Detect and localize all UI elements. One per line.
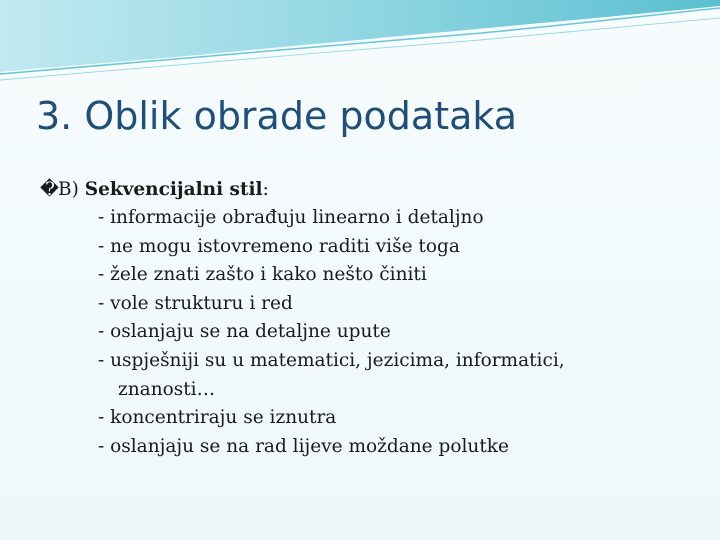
heading-bold-text: Sekvencijalni stil <box>84 179 263 200</box>
list-item: - koncentriraju se iznutra <box>98 407 337 429</box>
list-item: - vole strukturu i red <box>98 292 293 314</box>
sub-list <box>40 204 680 461</box>
list-item: - uspješniji su u matematici, jezicima, informatici, <box>98 349 565 371</box>
heading-prefix: B) <box>58 179 85 200</box>
list-item: - žele znati zašto i kako nešto činiti <box>98 264 427 286</box>
bullet-heading <box>40 176 680 204</box>
list-item-continuation: znanosti… <box>118 378 216 400</box>
list-item: - oslanjaju se na rad lijeve moždane polutke <box>98 435 509 457</box>
wave-band <box>0 0 720 72</box>
top-wave-decoration <box>0 0 720 90</box>
bullet-icon: � <box>40 179 59 200</box>
heading-suffix: : <box>262 179 269 200</box>
list-item: - oslanjaju se na detaljne upute <box>98 321 391 343</box>
list-item: - informacije obrađuju linearno i detaljno <box>98 207 484 228</box>
slide-title: 3. Oblik obrade podataka <box>36 94 518 138</box>
slide-content <box>40 176 680 461</box>
list-item: - ne mogu istovremeno raditi više toga <box>98 235 460 257</box>
